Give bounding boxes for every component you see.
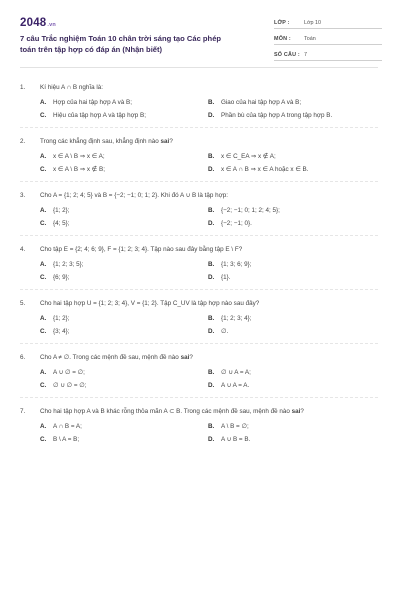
- meta-value: Lớp 10: [304, 19, 322, 26]
- answer-options: [20, 96, 378, 122]
- question-text-main: Cho A = {1; 2; 4; 5} và B = {−2; −1; 0; 1; 2}. Khi đó A ∪ B là tập hợp:: [40, 192, 228, 199]
- meta-class-row: [274, 17, 382, 29]
- option-text: ∅.: [221, 328, 229, 335]
- question-divider: [20, 181, 378, 182]
- question-text-end: ?: [300, 408, 304, 415]
- meta-subject-row: [274, 33, 382, 45]
- option-letter: B.: [208, 99, 215, 106]
- option-letter: C.: [40, 166, 47, 173]
- option-letter: B.: [208, 369, 215, 376]
- question-list: [20, 68, 378, 446]
- option-letter: B.: [208, 261, 215, 268]
- answer-option[interactable]: [208, 204, 376, 217]
- option-text: {1; 3; 6; 9};: [221, 261, 252, 268]
- question-text: [40, 406, 304, 417]
- option-letter: C.: [40, 274, 47, 281]
- option-text: {1; 2};: [53, 207, 70, 214]
- option-text: x ∈ A \ B ⇒ x ∈ A;: [53, 153, 105, 160]
- option-text: Hợp của hai tập hợp A và B;: [53, 99, 132, 106]
- option-text: ∅ ∪ A = A;: [221, 369, 251, 376]
- question-text-emphasis: sai: [291, 408, 301, 415]
- question-text-main: Cho hai tập hợp A và B khác rỗng thỏa mãn A ⊂ B. Trong các mệnh đề sau, mệnh đề nào: [40, 408, 290, 415]
- question-number: 2.: [20, 138, 26, 145]
- answer-option[interactable]: [208, 109, 376, 122]
- question-divider: [20, 397, 378, 398]
- answer-option[interactable]: [208, 379, 376, 392]
- question-number: 6.: [20, 354, 26, 361]
- option-letter: A.: [40, 207, 47, 214]
- option-letter: D.: [208, 112, 215, 119]
- question-divider: [20, 235, 378, 236]
- option-letter: D.: [208, 220, 215, 227]
- question-item: [20, 136, 378, 176]
- answer-options: [20, 312, 378, 338]
- meta-label: LỚP :: [274, 19, 290, 26]
- logo-domain: .vn: [47, 22, 56, 28]
- question-item: [20, 406, 378, 446]
- answer-option[interactable]: [40, 379, 208, 392]
- option-text: A ∩ B = A;: [53, 423, 82, 430]
- answer-option[interactable]: [40, 96, 208, 109]
- question-text: [40, 190, 228, 201]
- question-text-emphasis: sai: [160, 138, 170, 145]
- option-text: x ∈ A \ B ⇒ x ∉ B;: [53, 166, 105, 173]
- option-text: {3; 4};: [53, 328, 70, 335]
- option-letter: D.: [208, 166, 215, 173]
- question-divider: [20, 343, 378, 344]
- question-number: 7.: [20, 408, 26, 415]
- answer-option[interactable]: [40, 271, 208, 284]
- option-text: A ∪ ∅ = ∅;: [53, 369, 85, 376]
- answer-options: [20, 420, 378, 446]
- question-text: [40, 82, 103, 93]
- option-letter: A.: [40, 369, 47, 376]
- meta-label: SỐ CÂU :: [274, 51, 300, 58]
- logo-text: 2048: [20, 17, 47, 29]
- question-stem: [20, 298, 378, 309]
- option-letter: D.: [208, 328, 215, 335]
- meta-label: MÔN :: [274, 35, 291, 42]
- option-text: {−2; −1; 0}.: [221, 220, 252, 227]
- question-text-end: ?: [189, 354, 193, 361]
- question-text-main: Kí hiệu A ∩ B nghĩa là:: [40, 84, 103, 91]
- question-number: 4.: [20, 246, 26, 253]
- option-text: Phần bù của tập hợp A trong tập hợp B.: [221, 112, 333, 119]
- question-item: [20, 82, 378, 122]
- answer-option[interactable]: [40, 258, 208, 271]
- option-text: A ∪ A = A.: [221, 382, 250, 389]
- question-text: [40, 298, 259, 309]
- option-letter: D.: [208, 436, 215, 443]
- option-text: {1; 2; 3; 4};: [221, 315, 252, 322]
- option-letter: A.: [40, 261, 47, 268]
- meta-count-row: [274, 49, 382, 61]
- question-text-main: Cho hai tập hợp U = {1; 2; 3; 4}, V = {1; 2}. Tập C_UV là tập hợp nào sau đây?: [40, 300, 260, 307]
- question-item: [20, 352, 378, 392]
- option-text: Hiệu của tập hợp A và tập hợp B;: [53, 112, 146, 119]
- meta-value: 7: [304, 51, 307, 58]
- option-text: {1; 2; 3; 5};: [53, 261, 84, 268]
- question-divider: [20, 289, 378, 290]
- option-letter: C.: [40, 382, 47, 389]
- answer-option[interactable]: [40, 163, 208, 176]
- answer-option[interactable]: [40, 420, 208, 433]
- option-letter: A.: [40, 153, 47, 160]
- answer-option[interactable]: [40, 433, 208, 446]
- option-text: x ∈ A ∩ B ⇒ x ∈ A hoặc x ∈ B.: [221, 166, 309, 173]
- question-item: [20, 298, 378, 338]
- answer-option[interactable]: [40, 150, 208, 163]
- answer-option[interactable]: [208, 150, 376, 163]
- option-text: B \ A = B;: [53, 436, 80, 443]
- answer-option[interactable]: [208, 271, 376, 284]
- answer-options: [20, 204, 378, 230]
- question-stem: [20, 190, 378, 201]
- answer-option[interactable]: [208, 312, 376, 325]
- option-text: A \ B = ∅;: [221, 423, 249, 430]
- option-letter: A.: [40, 315, 47, 322]
- answer-option[interactable]: [40, 366, 208, 379]
- answer-options: [20, 258, 378, 284]
- option-letter: A.: [40, 423, 47, 430]
- option-letter: B.: [208, 207, 215, 214]
- question-text: [40, 352, 193, 363]
- question-item: [20, 244, 378, 284]
- answer-options: [20, 366, 378, 392]
- question-item: [20, 190, 378, 230]
- option-text: Giao của hai tập hợp A và B;: [221, 99, 302, 106]
- option-text: {1}.: [221, 274, 231, 281]
- answer-option[interactable]: [40, 204, 208, 217]
- option-letter: C.: [40, 112, 47, 119]
- option-text: x ∈ C_EA ⇒ x ∉ A;: [221, 153, 276, 160]
- question-text-emphasis: sai: [180, 354, 190, 361]
- question-number: 3.: [20, 192, 26, 199]
- option-letter: A.: [40, 99, 47, 106]
- option-text: {1; 2};: [53, 315, 70, 322]
- option-letter: D.: [208, 274, 215, 281]
- meta-value: Toán: [304, 35, 316, 42]
- document-title: 7 câu Trắc nghiệm Toán 10 chân trời sáng tạo Các phép toán trên tập hợp có đáp án (Nhận biết): [20, 34, 222, 54]
- question-text-main: Cho tập E = {2; 4; 6; 9}, F = {1; 2; 3; 4}. Tập nào sau đây bằng tập E \ F?: [40, 246, 243, 253]
- option-text: ∅ ∪ ∅ = ∅;: [53, 382, 87, 389]
- option-letter: C.: [40, 436, 47, 443]
- site-logo[interactable]: [20, 17, 56, 29]
- answer-option[interactable]: [208, 420, 376, 433]
- option-letter: D.: [208, 382, 215, 389]
- answer-option[interactable]: [208, 433, 376, 446]
- question-stem: [20, 136, 378, 147]
- answer-option[interactable]: [208, 325, 376, 338]
- question-divider: [20, 127, 378, 128]
- question-number: 1.: [20, 84, 26, 91]
- answer-option[interactable]: [208, 366, 376, 379]
- question-text-main: Cho A ≠ ∅. Trong các mệnh đề sau, mệnh đề nào: [40, 354, 179, 361]
- answer-option[interactable]: [40, 312, 208, 325]
- option-letter: B.: [208, 153, 215, 160]
- answer-option[interactable]: [208, 217, 376, 230]
- answer-option[interactable]: [208, 258, 376, 271]
- answer-options: [20, 150, 378, 176]
- answer-option[interactable]: [40, 217, 208, 230]
- document-header: [20, 0, 378, 68]
- question-stem: [20, 82, 378, 93]
- answer-option[interactable]: [40, 109, 208, 122]
- option-letter: B.: [208, 315, 215, 322]
- option-text: {−2; −1; 0; 1; 2; 4; 5};: [221, 207, 280, 214]
- answer-option[interactable]: [208, 96, 376, 109]
- question-text-end: ?: [169, 138, 173, 145]
- document-meta: [274, 17, 382, 65]
- option-text: {4; 5};: [53, 220, 70, 227]
- question-stem: [20, 352, 378, 363]
- question-text-main: Trong các khẳng định sau, khẳng định nào: [40, 138, 159, 145]
- question-number: 5.: [20, 300, 26, 307]
- question-stem: [20, 406, 378, 417]
- question-stem: [20, 244, 378, 255]
- question-text: [40, 136, 173, 147]
- answer-option[interactable]: [40, 325, 208, 338]
- option-letter: C.: [40, 328, 47, 335]
- option-text: A ∪ B = B.: [221, 436, 251, 443]
- option-letter: C.: [40, 220, 47, 227]
- answer-option[interactable]: [208, 163, 376, 176]
- option-text: {6; 9};: [53, 274, 70, 281]
- question-text: [40, 244, 242, 255]
- option-letter: B.: [208, 423, 215, 430]
